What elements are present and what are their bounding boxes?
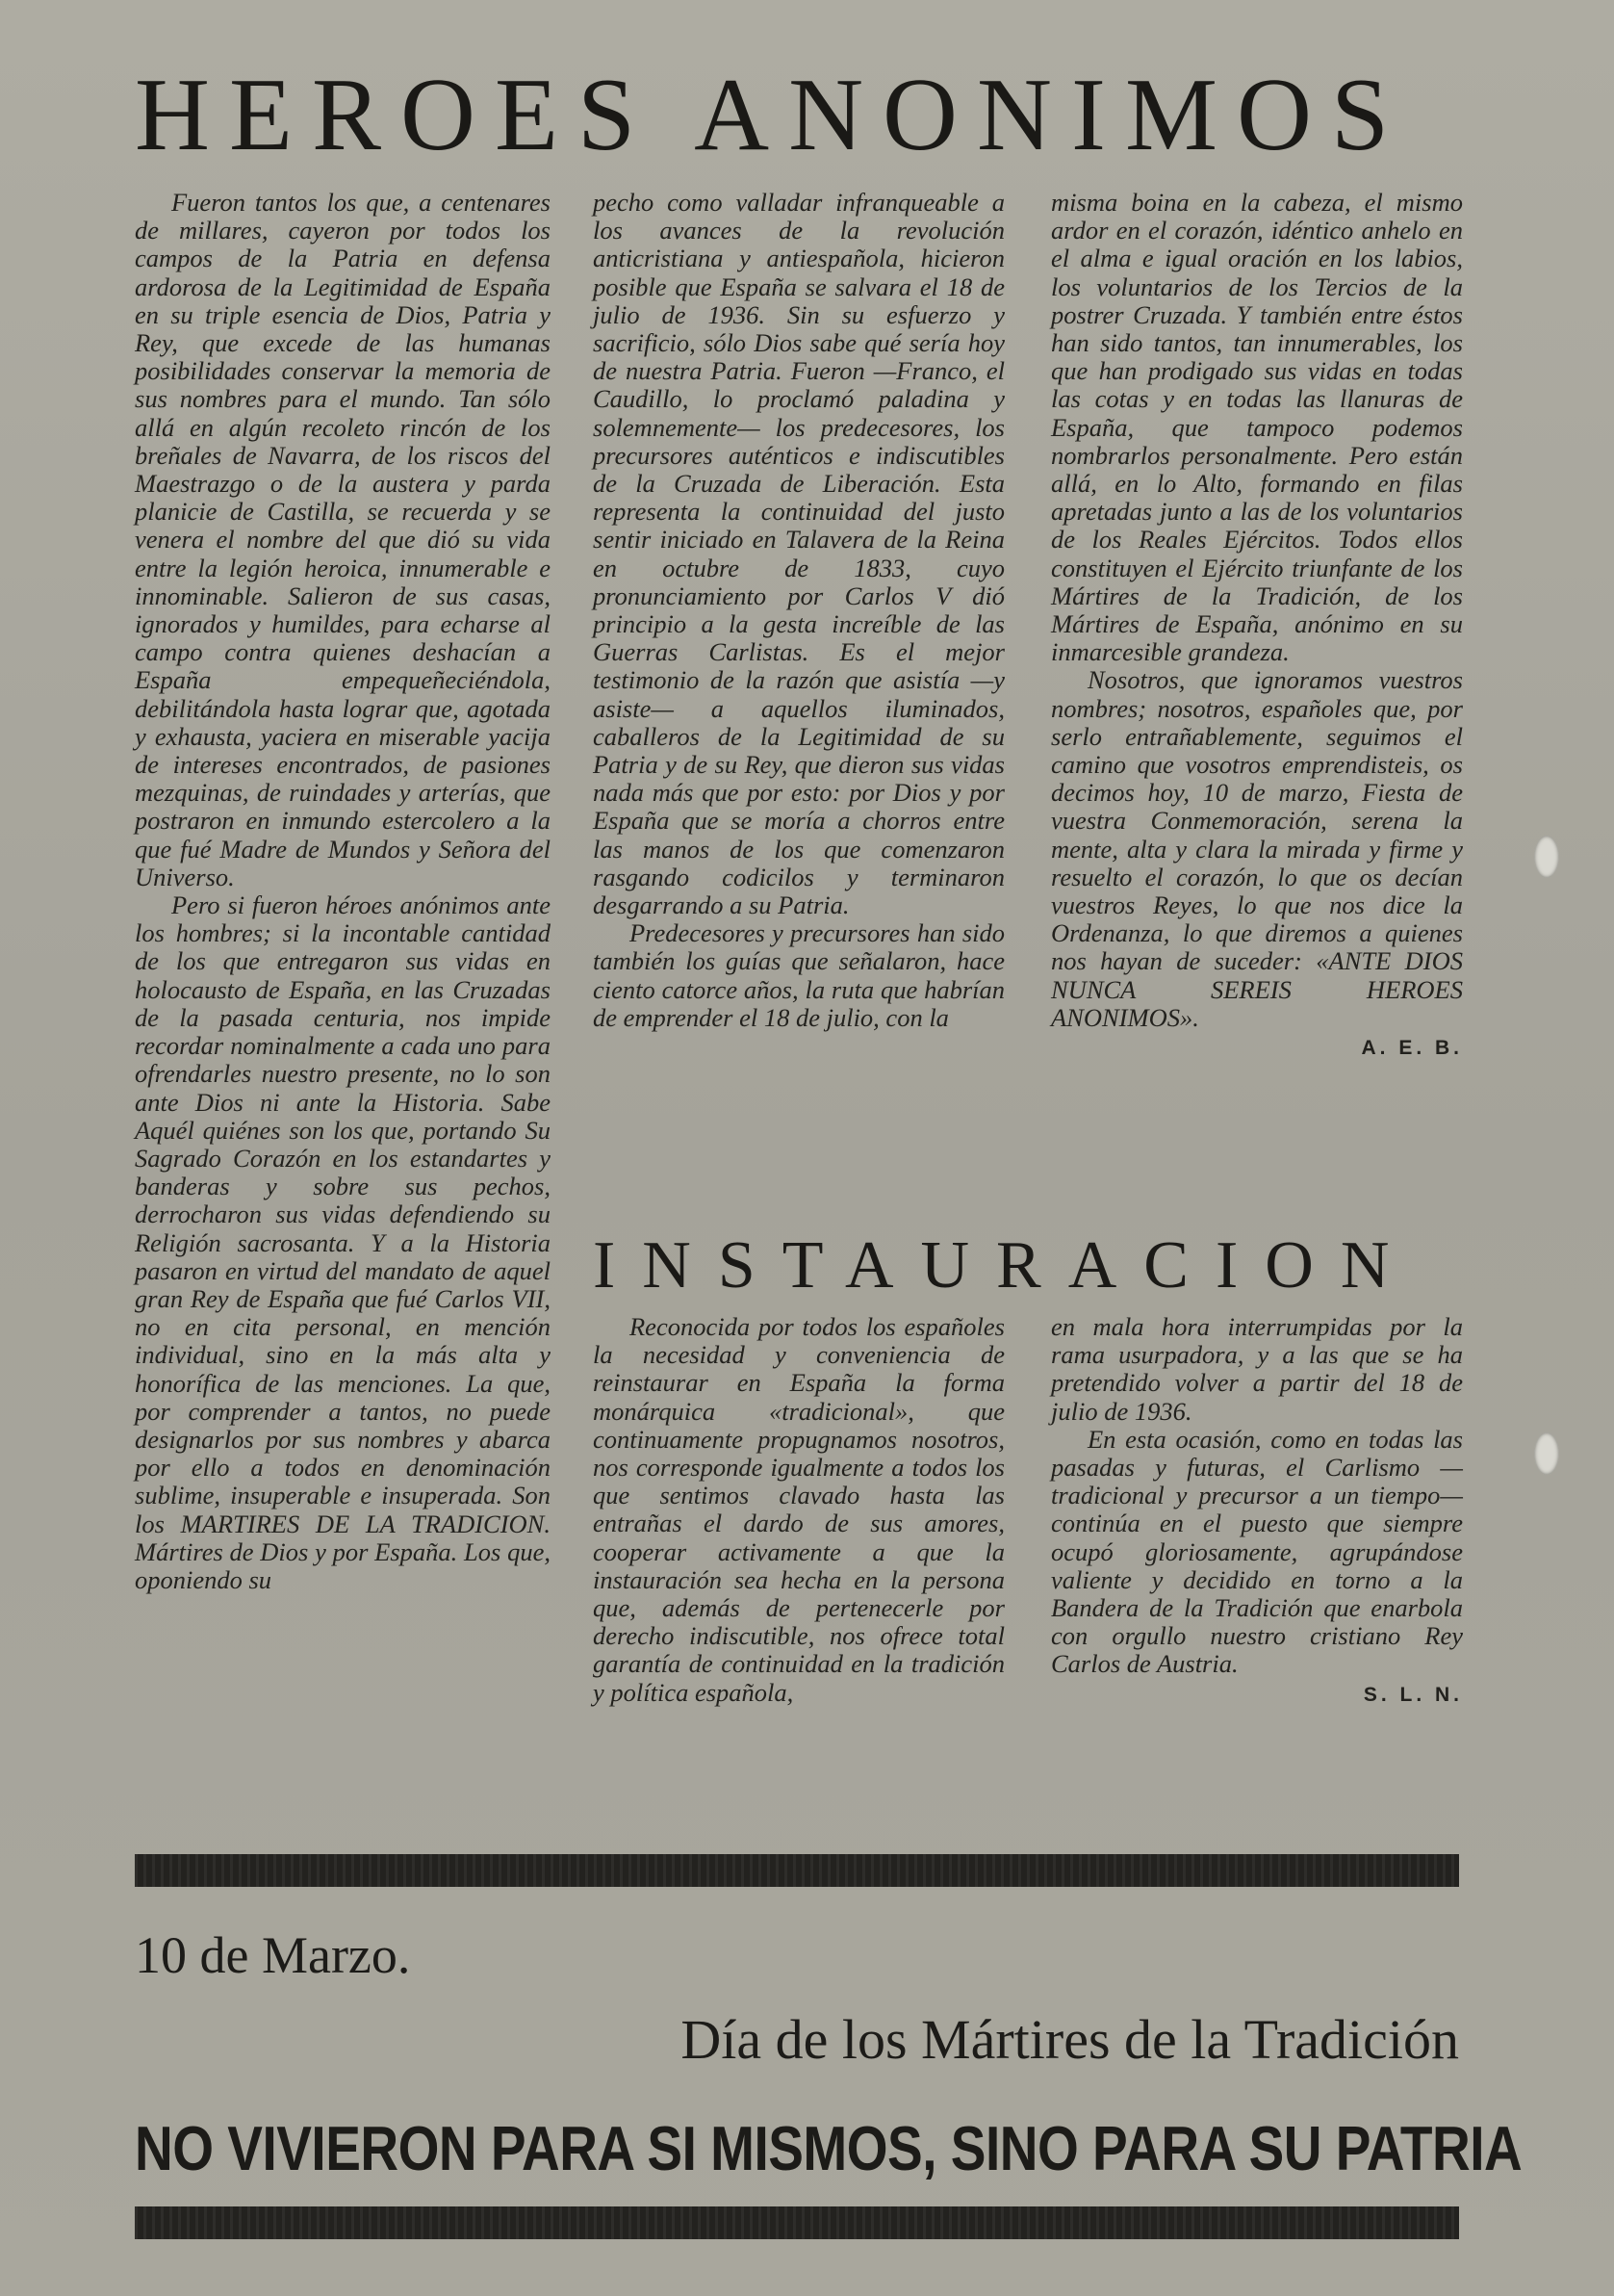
paragraph: Predecesores y precursores han sido también los guías que señalaron, hace ciento catorce años, la ruta que habrían de emprender el 18 de julio, con la bbox=[593, 918, 1005, 1032]
paragraph: en mala hora interrumpidas por la rama usurpadora, y a las que se ha pretendido volver a partir del 18 de julio de 1936. bbox=[1051, 1312, 1463, 1426]
punch-hole bbox=[1534, 1432, 1559, 1475]
article-column-3 bbox=[1051, 189, 1463, 1062]
footer-motto: NO VIVIERON PARA SI MISMOS, SINO PARA SU PATRIA bbox=[135, 2113, 1523, 2184]
article-title: HEROES ANONIMOS bbox=[135, 58, 1409, 172]
punch-hole bbox=[1534, 836, 1559, 878]
paragraph: Pero si fueron héroes anónimos ante los hombres; si la incontable cantidad de los que entregaron sus vidas en holocausto de España, en las Cruzadas de la pasada centuria, nos impide recordar nominalmente a cada uno para ofrendarles nuestro presente, no lo son ante Dios ni ante la Historia. Sabe Aquél quiénes son los que, portando Su Sagrado Corazón en los estandartes y banderas y sobre sus pechos, derrocharon sus vidas defendiendo su Religión sacrosanta. Y a la Historia pasaron en virtud del mandato de aquel gran Rey de España que fué Carlos VII, no en cita personal, en mención individual, sino en la más alta y honorífica de las menciones. La que, por comprender a tantos, no puede designarlos por sus nombres y abarca por ello a todos en denominación sublime, insuperable e insuperada. Son los MARTIRES DE LA TRADICION. Mártires de Dios y por España. Los que, oponiendo su bbox=[135, 890, 551, 1594]
footer-date: 10 de Marzo. bbox=[135, 1926, 411, 1984]
section-title: INSTAURACION bbox=[593, 1228, 1417, 1303]
author-signature: A. E. B. bbox=[1361, 1037, 1463, 1060]
paragraph: misma boina en la cabeza, el mismo ardor en el corazón, idéntico anhelo en el alma e igual oración en los labios, los voluntarios de los Tercios de la postrer Cruzada. Y también entre éstos han sido tantos, tan innumerables, los que han prodigado sus vidas en todas las cotas y en todas las llanuras de España, que tampoco podemos nombrarlos personalmente. Pero están allá, en lo Alto, formando en filas apretadas junto a las de los voluntarios de los Reales Ejércitos. Todos ellos constituyen el Ejército triunfante de los Mártires de la Tradición, de los Mártires de España, anónimo en su inmarcesible grandeza. bbox=[1051, 188, 1463, 667]
paragraph: En esta ocasión, como en todas las pasadas y futuras, el Carlismo —tradicional y precursor a un tiempo— continúa en el puesto que siempre ocupó gloriosamente, agrupándose valiente y decidido en torno a la Bandera de la Tradición que enarbola con orgullo nuestro cristiano Rey Carlos de Austria. bbox=[1051, 1424, 1463, 1679]
paragraph: Fueron tantos los que, a centenares de millares, cayeron por todos los campos de la Patria en defensa ardorosa de la Legitimidad de España en su triple esencia de Dios, Patria y Rey, que excede de las humanas posibilidades conservar la memoria de sus nombres para el mundo. Tan sólo allá en algún recoleto rincón de los breñales de Navarra, de los riscos del Maestrazgo o de la austera y parda planicie de Castilla, se recuerda y se venera el nombre del que dió su vida entre la legión heroica, innumerable e innominable. Salieron de sus casas, ignorados y humildes, para echarse al campo contra quienes deshacían a España empequeñeciéndola, debilitándola hasta lograr que, agotada y exhausta, yaciera en miserable yacija de intereses encontrados, de pasiones mezquinas, de ruindades y arterías, que postraron en inmundo estercolero a la que fué Madre de Mundos y Señora del Universo. bbox=[135, 188, 551, 891]
footer-day-heading: Día de los Mártires de la Tradición bbox=[680, 2008, 1459, 2071]
paragraph: pecho como valladar infranqueable a los avances de la revolución anticristiana y antiespañola, hicieron posible que España se salvara el 18 de julio de 1936. Sin su esfuerzo y sacrificio, sólo Dios sabe qué sería hoy de nuestra Patria. Fueron —Franco, el Caudillo, lo proclamó paladina y solemnemente— los predecesores, los precursores auténticos e indiscutibles de la Cruzada de Liberación. Esta representa la continuidad del justo sentir iniciado en Talavera de la Reina en octubre de 1833, cuyo pronunciamiento por Carlos V dió principio a la gesta increíble de las Guerras Carlistas. Es el mejor testimonio de la razón que asistía —y asiste— a aquellos iluminados, caballeros de la Legitimidad de su Patria y de su Rey, que dieron sus vidas nada más que por esto: por Dios y por España que se moría a chorros entre las manos de los que comenzaron rasgando codicilos y terminaron desgarrando a su Patria. bbox=[593, 188, 1005, 920]
section-column-2 bbox=[1051, 1313, 1463, 1709]
decorative-rule bbox=[135, 1854, 1459, 1887]
article-column-1 bbox=[135, 189, 551, 1594]
decorative-rule bbox=[135, 2206, 1459, 2239]
article-column-2 bbox=[593, 189, 1005, 1032]
author-signature: S. L. N. bbox=[1363, 1683, 1463, 1706]
section-column-1 bbox=[593, 1313, 1005, 1707]
paragraph: Reconocida por todos los españoles la necesidad y conveniencia de reinstaurar en España la forma monárquica «tradicional», que continuamente propugnamos nosotros, nos corresponde igualmente a todos los que sentimos clavado hasta las entrañas el dardo de sus amores, cooperar activamente a que la instauración sea hecha en la persona que, además de pertenecerle por derecho indiscutible, nos ofrece total garantía de continuidad en la tradición y política española, bbox=[593, 1312, 1005, 1707]
paragraph: Nosotros, que ignoramos vuestros nombres; nosotros, españoles que, por serlo entrañablemente, seguimos el camino que vosotros emprendisteis, os decimos hoy, 10 de marzo, Fiesta de vuestra Conmemoración, serena la mente, alta y clara la mirada y firme y resuelto el corazón, lo que os decían vuestros Reyes, lo que nos dice la Ordenanza, lo que diremos a quienes nos hayan de suceder: «ANTE DIOS NUNCA SEREIS HEROES ANONIMOS». bbox=[1051, 665, 1463, 1032]
